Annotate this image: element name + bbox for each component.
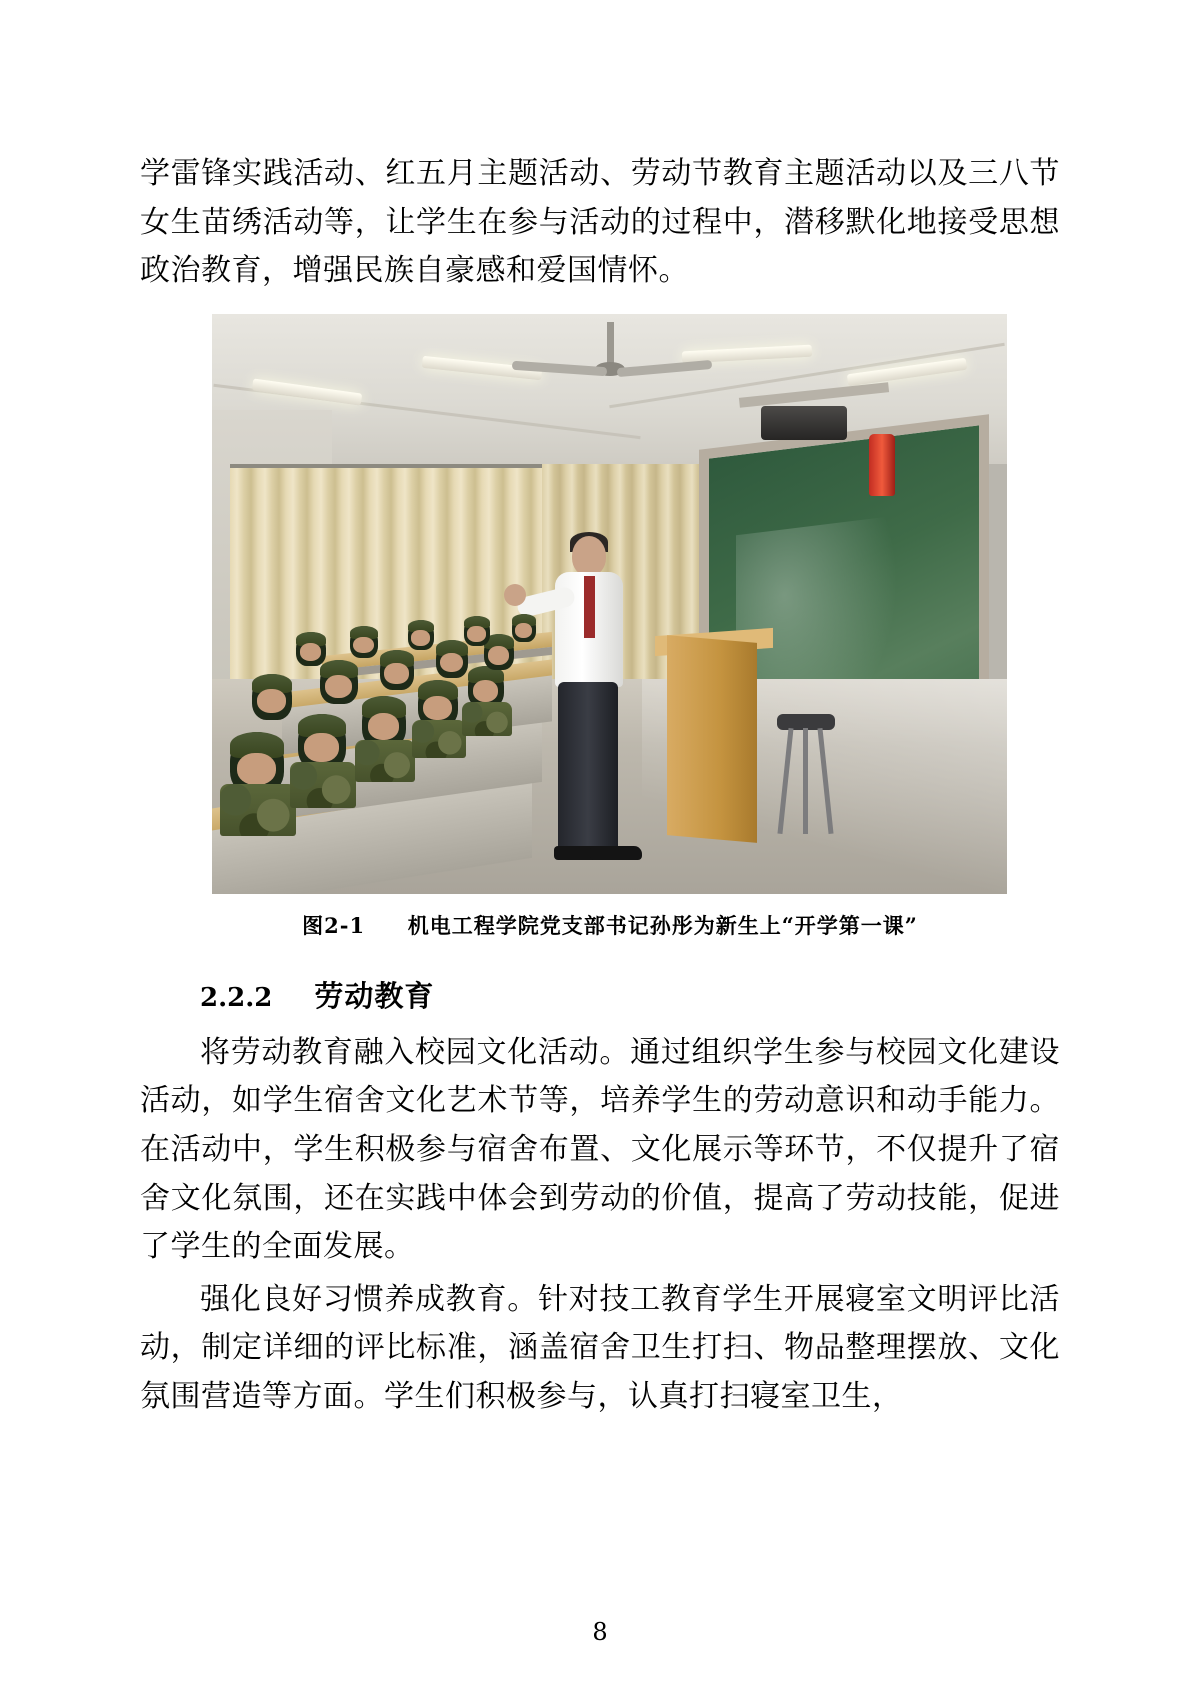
student-face xyxy=(237,753,276,785)
student-face xyxy=(368,713,400,740)
figure-image xyxy=(212,314,1007,894)
stool-leg xyxy=(803,728,808,834)
student xyxy=(512,614,536,642)
figure-block xyxy=(140,314,1060,940)
student-face xyxy=(423,696,452,720)
student xyxy=(296,632,326,666)
paragraph-labor-education: 将劳动教育融入校园文化活动。通过组织学生参与校园文化建设活动，如学生宿舍文化艺术节等，培养学生的劳动意识和动手能力。在活动中，学生积极参与宿舍布置、文化展示等环节，不仅提升了宿舍文化氛围，还在实践中体会到劳动的价值，提高了劳动技能，促进了学生的全面发展。 xyxy=(140,1035,1060,1264)
teacher-tie xyxy=(584,576,595,638)
student-face xyxy=(304,733,339,762)
paragraph-intro: 学雷锋实践活动、红五月主题活动、劳动节教育主题活动以及三八节女生苗绣活动等，让学生在参与活动的过程中，潜移默化地接受思想政治教育，增强民族自豪感和爱国情怀。 xyxy=(140,157,1060,288)
figure-caption-text: 机电工程学院党支部书记孙彤为新生上“开学第一课” xyxy=(407,912,918,938)
student-uniform xyxy=(220,784,296,836)
student-face xyxy=(353,637,373,654)
paragraph-habit-education: 强化良好习惯养成教育。针对技工教育学生开展寝室文明评比活动，制定详细的评比标准，涵盖宿舍卫生打扫、物品整理摆放、文化氛围营造等方面。学生们积极参与，认真打扫寝室卫生， xyxy=(140,1282,1060,1413)
student-face xyxy=(411,630,430,646)
ceiling-fan-rod xyxy=(607,322,614,366)
projector xyxy=(761,406,847,440)
student-face xyxy=(440,653,463,673)
student-uniform xyxy=(462,702,512,736)
figure-caption xyxy=(302,910,918,940)
section-number: 2.2.2 xyxy=(200,982,273,1013)
student-face xyxy=(257,689,286,713)
stool-leg xyxy=(777,728,793,834)
stool xyxy=(777,714,835,834)
teacher-trousers xyxy=(558,682,618,852)
teacher-head xyxy=(572,536,606,576)
student xyxy=(464,616,490,646)
teacher-hand xyxy=(504,584,526,606)
student-face xyxy=(515,623,532,638)
student-uniform xyxy=(355,740,415,782)
classroom-photo xyxy=(212,314,1007,894)
teacher-shoe xyxy=(590,846,642,860)
page-number: 8 xyxy=(592,1618,608,1646)
student-face xyxy=(473,680,499,702)
stool-leg xyxy=(817,728,833,834)
student-face xyxy=(384,663,408,684)
student xyxy=(408,620,434,650)
student xyxy=(320,660,358,704)
student xyxy=(252,674,292,720)
student-face xyxy=(300,643,322,661)
section-title: 劳动教育 xyxy=(314,980,435,1013)
body-block-1 xyxy=(140,1029,1060,1272)
student-face xyxy=(467,626,486,642)
student-uniform xyxy=(290,762,356,808)
student xyxy=(380,650,414,690)
student-uniform xyxy=(412,720,466,758)
fire-extinguisher xyxy=(869,434,895,496)
section-heading xyxy=(140,974,1060,1015)
student xyxy=(436,640,468,678)
lectern xyxy=(667,635,757,843)
body-block-2 xyxy=(140,1276,1060,1422)
figure-caption-number: 图2-1 xyxy=(302,912,366,938)
student-face xyxy=(325,675,352,698)
student-face xyxy=(488,646,510,665)
student xyxy=(350,626,378,658)
